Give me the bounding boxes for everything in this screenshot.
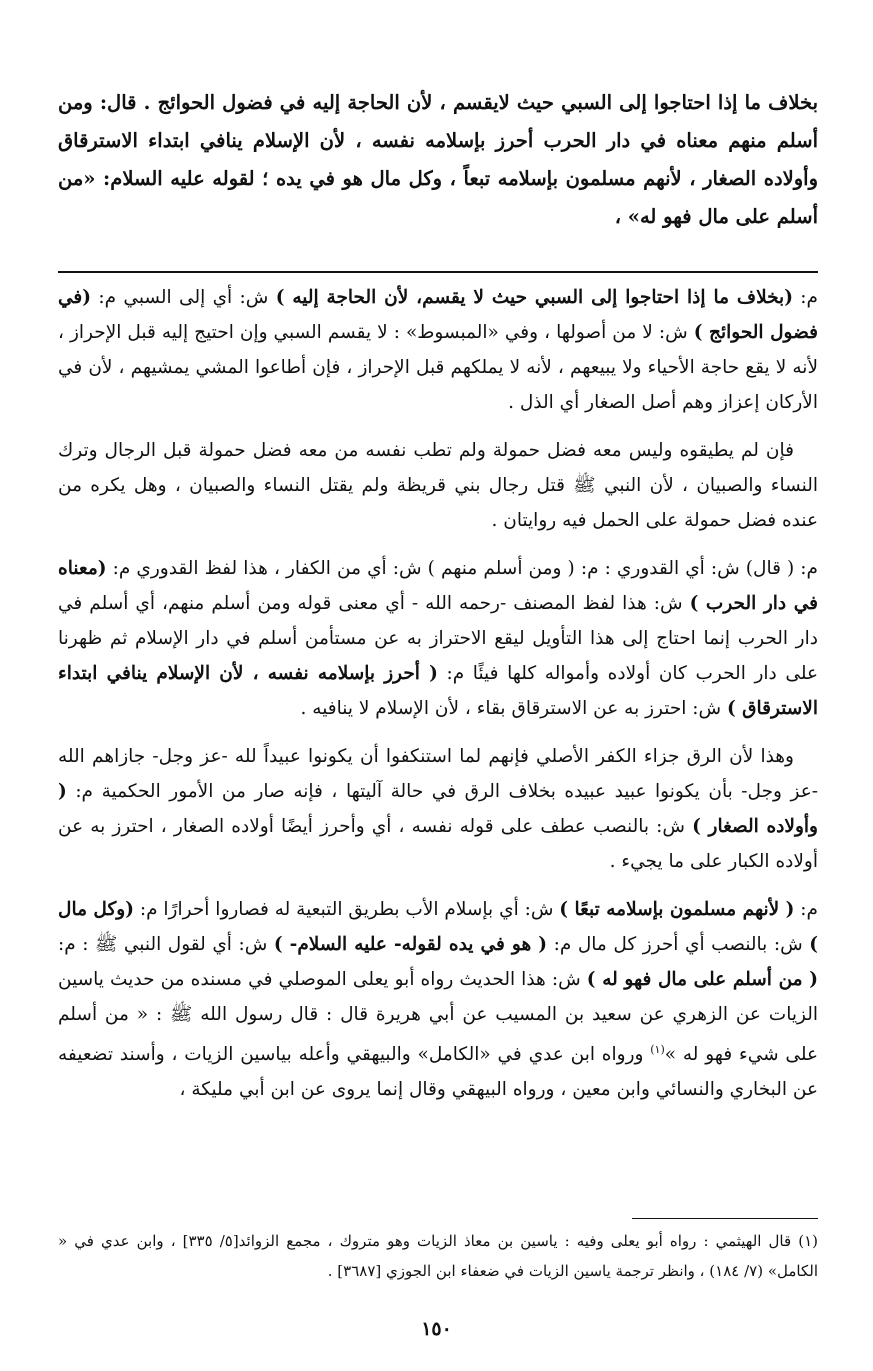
- page-number: ١٥٠: [421, 1318, 452, 1340]
- quoted-matn: (وكل مال ): [58, 899, 818, 955]
- footnote-reference[interactable]: (١): [650, 1043, 665, 1056]
- commentary-text: ش: بالنصب عطف على قوله نفسه ، أي وأحرز أيضًا أولاده الصغار ، احترز به عن أولاده الكبار على ما يجيء .: [58, 816, 818, 872]
- quoted-matn: ( أحرز بإسلامه نفسه ، لأن الإسلام ينافي ابتداء الاسترقاق ): [58, 663, 818, 719]
- footnote-separator: [632, 1218, 818, 1219]
- commentary-text: ش: هذا الحديث رواه أبو يعلى الموصلي في مسنده من حديث ياسين الزيات عن الزهري عن سعيد بن المسيب عن أبي هريرة قال : قال رسول الله ﷺ : « من أسلم على شيء فهو له »: [58, 969, 818, 1066]
- commentary-text: م:: [794, 899, 818, 920]
- commentary-paragraph-4: [58, 739, 818, 879]
- commentary-paragraph-5: [58, 892, 818, 1107]
- commentary-paragraph-1: [58, 280, 818, 420]
- commentary-paragraph-2: فإن لم يطيقوه وليس معه فضل حمولة ولم تطب نفسه من معه فضل حمولة قبل الرجال وترك النساء والصبيان ، لأن النبي ﷺ قتل رجال بني قريظة ولم يقتل النساء والصبيان ، وهل يكره من عنده فضل حمولة على الحمل فيه روايتان .: [58, 440, 818, 531]
- commentary: [58, 280, 818, 1120]
- commentary-text: وهذا لأن الرق جزاء الكفر الأصلي فإنهم لما استنكفوا أن يكونوا عبيداً لله -عز وجل- جازاهم الله -عز وجل- بأن يكونوا عبيد عبيده بخلاف الرق في حالة آليتها ، فإنه صار من الأمور الحكمية م:: [58, 746, 818, 802]
- quoted-matn: ( هو في يده لقوله- عليه السلام- ): [273, 934, 548, 955]
- quoted-matn: (معناه في دار الحرب ): [58, 558, 818, 614]
- commentary-paragraph-3: [58, 551, 818, 726]
- commentary-text: ش: احترز به عن الاسترقاق بقاء ، لأن الإسلام لا ينافيه .: [300, 698, 727, 719]
- commentary-text: ش: أي لقول النبي ﷺ : م:: [58, 934, 274, 955]
- footnote: (١) قال الهيثمي : رواه أبو يعلى وفيه : ياسين بن معاذ الزيات وهو متروك ، مجمع الزوائد[٥/ ٣٣٥] ، وابن عدي في « الكامل» (٧/ ١٨٤) ، وانظر ترجمة ياسين الزيات في ضعفاء ابن الجوزي [٣٦٨٧] .: [58, 1232, 818, 1280]
- quoted-matn: (بخلاف ما إذا احتاجوا إلى السبي حيث لا يقسم، لأن الحاجة إليه ): [275, 287, 793, 308]
- commentary-text: ورواه ابن عدي في «الكامل» والبيهقي وأعله بياسين الزيات ، وأسند تضعيفه عن البخاري والنسائي وابن معين ، ورواه البيهقي وقال إنما يروى عن ابن أبي مليكة ،: [58, 1044, 818, 1101]
- main-text-separator: [58, 271, 818, 273]
- commentary-text: ش: هذا لفظ المصنف -رحمه الله - أي معنى قوله ومن أسلم منهم، أي أسلم في دار الحرب إنما احتاج إلى هذا التأويل ليقع الاحتراز به عن مستأمن أسلم في دار الإسلام ثم ظهرنا على دار الحرب كان أولاده وأمواله كلها فيئًا م:: [58, 593, 818, 684]
- quoted-matn: ( لأنهم مسلمون بإسلامه تبعًا ): [559, 899, 795, 920]
- quoted-matn: (في فضول الحوائج ): [58, 287, 819, 343]
- commentary-text: ش: بالنصب أي أحرز كل مال م:: [547, 934, 810, 955]
- main-text: بخلاف ما إذا احتاجوا إلى السبي حيث لايقسم ، لأن الحاجة إليه في فضول الحوائج . قال: ومن أسلم منهم معناه في دار الحرب أحرز بإسلامه نفسه ، لأن الإسلام ينافي ابتداء الاسترقاق وأولاده الصغار ، لأنهم مسلمون بإسلامه تبعاً ، وكل مال هو في يده ؛ لقوله عليه السلام: «من أسلم على مال فهو له» ،: [58, 91, 818, 228]
- quoted-matn: ( وأولاده الصغار ): [58, 781, 818, 837]
- commentary-text: م:: [792, 287, 818, 308]
- commentary-text: م: ( قال) ش: أي القدوري : م: ( ومن أسلم منهم ) ش: أي من الكفار ، هذا لفظ القدوري م:: [106, 558, 818, 579]
- quoted-matn: ( من أسلم على مال فهو له ): [586, 969, 818, 990]
- commentary-text: ش: لا من أصولها ، وفي «المبسوط» : لا يقسم السبي وإن احتيج إليه قبل الإحراز ، لأنه لا يقع حاجة الأحياء ولا يبيعهم ، لأنه لا يملكهم قبل الإحراز ، فإن أطاعوا المشي يمشيهم ، لأن في الأركان إعزاز وهم أصل الصغار أي الذل .: [58, 322, 818, 413]
- commentary-text: ش: أي إلى السبي م:: [91, 287, 276, 308]
- commentary-text: ش: أي بإسلام الأب بطريق التبعية له فصاروا أحرارًا م:: [133, 899, 560, 920]
